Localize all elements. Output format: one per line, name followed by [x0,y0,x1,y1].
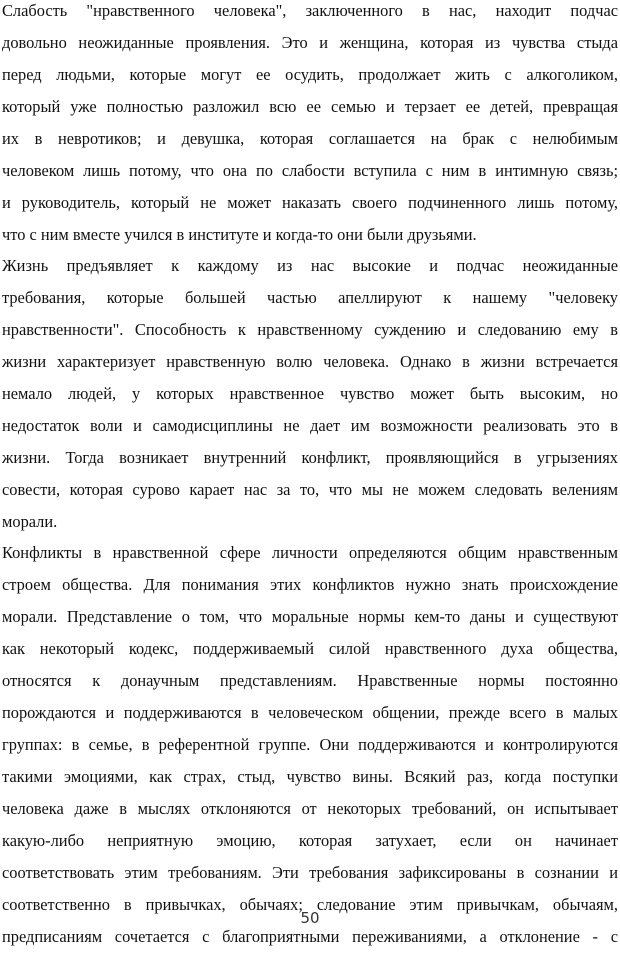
text-line: Конфликты в нравственной сфере личности определяются общим нравственным [2,543,618,562]
text-line: их в невротиков; и девушка, которая соглашается на брак с нелюбимым [2,129,618,148]
text-line: совести, которая сурово карает нас за то, что мы не можем следовать велениям [2,480,618,499]
text-line: и руководитель, который не может наказать своего подчиненного лишь потому, [2,193,618,212]
text-line: жизни характеризует нравственную волю человека. Однако в жизни встречается [2,352,618,371]
text-line: порождаются и поддерживаются в человеческом общении, прежде всего в малых [2,703,618,722]
document-page [2,0,620,946]
text-line: соответственно в привычках, обычаях; следование этим привычкам, обычаям, [2,895,618,914]
text-line: морали. Представление о том, что моральные нормы кем-то даны и существуют [2,607,618,626]
text-line: довольно неожиданные проявления. Это и женщина, которая из чувства стыда [2,33,618,52]
text-line: соответствовать этим требованиям. Эти требования зафиксированы в сознании и [2,863,618,882]
text-line: предписаниям сочетается с благоприятными переживаниями, а отклонение - с [2,927,618,946]
text-line: человека даже в мыслях отклоняются от некоторых требований, он испытывает [2,799,618,818]
text-line: нравственности". Способность к нравственному суждению и следованию ему в [2,320,618,339]
text-line: относятся к донаучным представлениям. Нравственные нормы постоянно [2,671,618,690]
text-line: требования, которые большей частью апеллируют к нашему "человеку [2,288,618,307]
text-line: недостаток воли и самодисциплины не дает им возможности реализовать это в [2,416,618,435]
text-line: группах: в семье, в референтной группе. Они поддерживаются и контролируются [2,735,618,754]
text-line: как некоторый кодекс, поддерживаемый силой нравственного духа общества, [2,639,618,658]
text-line: немало людей, у которых нравственное чувство может быть высоким, но [2,384,618,403]
text-line: который уже полностью разложил всю ее семью и терзает ее детей, превращая [2,97,618,116]
text-line: строем общества. Для понимания этих конфликтов нужно знать происхождение [2,575,618,594]
text-line: что с ним вместе учился в институте и когда-то они были друзьями. [2,225,477,244]
text-line: человеком лишь потому, что она по слабости вступила с ним в интимную связь; [2,161,618,180]
text-line: перед людьми, которые могут ее осудить, продолжает жить с алкоголиком, [2,65,618,84]
text-line: Слабость "нравственного человека", заключенного в нас, находит подчас [2,1,618,20]
page-number: 50 [300,909,320,927]
text-line: жизни. Тогда возникает внутренний конфликт, проявляющийся в угрызениях [2,448,618,467]
text-line: Жизнь предъявляет к каждому из нас высокие и подчас неожиданные [2,256,618,275]
text-line: морали. [2,512,58,531]
text-line: такими эмоциями, как страх, стыд, чувство вины. Всякий раз, когда поступки [2,767,618,786]
text-line: какую-либо неприятную эмоцию, которая затухает, если он начинает [2,831,618,850]
